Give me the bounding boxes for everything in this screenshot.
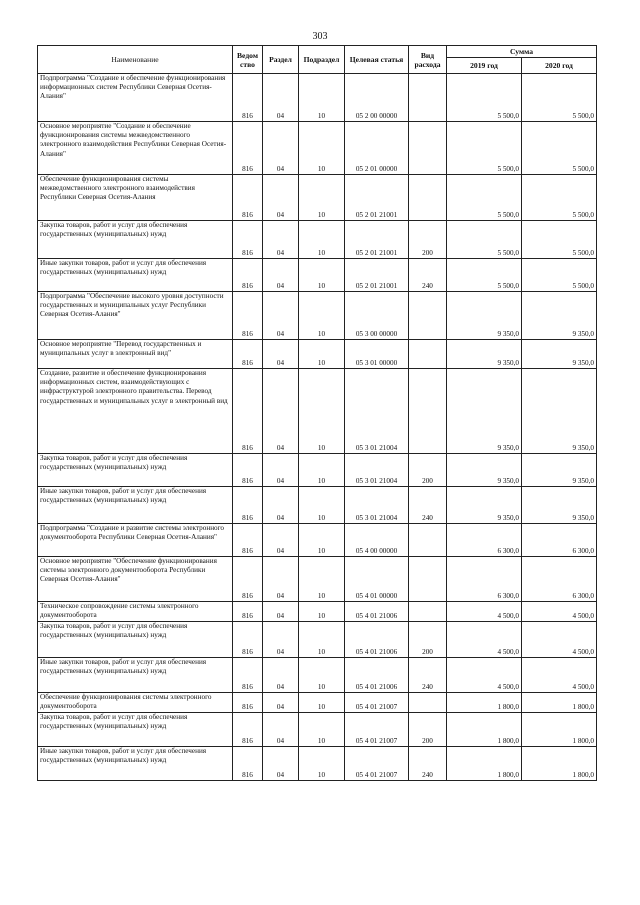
row-target: 05 4 01 21006 [345,622,409,658]
row-expense-type [409,602,447,622]
row-name: Закупка товаров, работ и услуг для обеспечения государственных (муниципальных) нужд [38,713,233,747]
row-name: Подпрограмма "Создание и развитие системы электронного документооборота Республики Северная Осетия-Алания" [38,524,233,557]
row-expense-type: 240 [409,259,447,292]
row-sum-2020: 9 350,0 [522,487,597,524]
table-row [38,340,597,369]
header-subsection: Подраздел [299,46,345,74]
row-expense-type: 240 [409,747,447,781]
table-row [38,693,597,713]
budget-table [37,45,597,781]
row-expense-type [409,122,447,175]
row-section: 04 [263,259,299,292]
row-dept: 816 [233,122,263,175]
row-subsection: 10 [299,557,345,602]
row-sum-2020: 5 500,0 [522,122,597,175]
row-dept: 816 [233,602,263,622]
row-expense-type: 240 [409,487,447,524]
row-sum-2020: 9 350,0 [522,454,597,487]
row-target: 05 4 01 21007 [345,693,409,713]
header-sum: Сумма [447,46,597,58]
row-dept: 816 [233,557,263,602]
row-sum-2019: 9 350,0 [447,292,522,340]
row-dept: 816 [233,487,263,524]
row-sum-2020: 5 500,0 [522,175,597,221]
row-sum-2019: 9 350,0 [447,454,522,487]
row-target: 05 4 01 21007 [345,713,409,747]
table-row [38,259,597,292]
row-subsection: 10 [299,693,345,713]
table-row [38,454,597,487]
row-sum-2019: 6 300,0 [447,524,522,557]
row-expense-type [409,74,447,122]
row-dept: 816 [233,693,263,713]
table-row [38,487,597,524]
table-row [38,221,597,259]
row-sum-2020: 1 800,0 [522,713,597,747]
table-row [38,74,597,122]
row-dept: 816 [233,454,263,487]
row-section: 04 [263,175,299,221]
row-section: 04 [263,524,299,557]
row-section: 04 [263,557,299,602]
row-expense-type [409,524,447,557]
row-expense-type: 240 [409,658,447,693]
row-subsection: 10 [299,524,345,557]
table-row [38,524,597,557]
table-row [38,557,597,602]
row-sum-2020: 6 300,0 [522,524,597,557]
row-sum-2019: 1 800,0 [447,747,522,781]
row-section: 04 [263,693,299,713]
row-sum-2019: 9 350,0 [447,487,522,524]
row-sum-2020: 4 500,0 [522,602,597,622]
row-name: Обеспечение функционирования системы межведомственного электронного взаимодействия Республики Северная Осетия-Алания [38,175,233,221]
row-target: 05 4 01 21006 [345,602,409,622]
row-subsection: 10 [299,340,345,369]
row-section: 04 [263,221,299,259]
row-expense-type [409,340,447,369]
row-subsection: 10 [299,602,345,622]
row-section: 04 [263,454,299,487]
row-dept: 816 [233,259,263,292]
row-expense-type [409,693,447,713]
row-sum-2020: 4 500,0 [522,658,597,693]
row-target: 05 3 01 21004 [345,454,409,487]
header-expense-type: Вид расхода [409,46,447,74]
row-subsection: 10 [299,713,345,747]
row-name: Создание, развитие и обеспечение функционирования информационных систем, взаимодействующих с инфраструктурой электронного правительства. Перевод государственных и муниципальных услуг в электронный вид [38,369,233,454]
row-sum-2019: 5 500,0 [447,259,522,292]
table-row [38,292,597,340]
row-dept: 816 [233,713,263,747]
row-name: Техническое сопровождение системы электронного документооборота [38,602,233,622]
row-sum-2019: 5 500,0 [447,74,522,122]
row-subsection: 10 [299,74,345,122]
row-sum-2020: 5 500,0 [522,74,597,122]
row-expense-type [409,557,447,602]
row-section: 04 [263,292,299,340]
row-expense-type [409,292,447,340]
row-sum-2020: 9 350,0 [522,292,597,340]
row-expense-type: 200 [409,622,447,658]
row-sum-2020: 9 350,0 [522,340,597,369]
row-name: Основное мероприятие "Перевод государственных и муниципальных услуг в электронный вид" [38,340,233,369]
page-number: 303 [312,31,328,42]
row-target: 05 4 00 00000 [345,524,409,557]
row-name: Основное мероприятие "Обеспечение функционирования системы электронного документооборота Республики Северная Осетия-Алания" [38,557,233,602]
row-name: Иные закупки товаров, работ и услуг для обеспечения государственных (муниципальных) нужд [38,747,233,781]
row-subsection: 10 [299,658,345,693]
header-target: Целевая статья [345,46,409,74]
row-name: Иные закупки товаров, работ и услуг для обеспечения государственных (муниципальных) нужд [38,487,233,524]
row-subsection: 10 [299,622,345,658]
row-target: 05 2 01 21001 [345,259,409,292]
row-section: 04 [263,622,299,658]
table-row [38,713,597,747]
row-sum-2019: 1 800,0 [447,713,522,747]
row-subsection: 10 [299,369,345,454]
row-sum-2019: 4 500,0 [447,658,522,693]
row-name: Закупка товаров, работ и услуг для обеспечения государственных (муниципальных) нужд [38,454,233,487]
row-subsection: 10 [299,175,345,221]
row-sum-2019: 5 500,0 [447,122,522,175]
row-section: 04 [263,602,299,622]
table-row [38,622,597,658]
row-name: Подпрограмма "Обеспечение высокого уровня доступности государственных и муниципальных услуг Республики Северная Осетия-Алания" [38,292,233,340]
row-name: Иные закупки товаров, работ и услуг для обеспечения государственных (муниципальных) нужд [38,658,233,693]
row-dept: 816 [233,622,263,658]
row-sum-2020: 5 500,0 [522,259,597,292]
row-sum-2020: 9 350,0 [522,369,597,454]
row-target: 05 2 01 00000 [345,122,409,175]
row-subsection: 10 [299,747,345,781]
row-target: 05 3 01 21004 [345,369,409,454]
row-sum-2020: 4 500,0 [522,622,597,658]
row-dept: 816 [233,221,263,259]
row-name: Основное мероприятие "Создание и обеспечение функционирования системы межведомственного электронного взаимодействия Республики Северная Осетия-Алания" [38,122,233,175]
row-subsection: 10 [299,487,345,524]
row-sum-2020: 6 300,0 [522,557,597,602]
row-expense-type: 200 [409,221,447,259]
row-sum-2019: 6 300,0 [447,557,522,602]
row-subsection: 10 [299,221,345,259]
row-subsection: 10 [299,454,345,487]
row-section: 04 [263,658,299,693]
row-sum-2019: 9 350,0 [447,340,522,369]
row-expense-type [409,175,447,221]
row-section: 04 [263,340,299,369]
row-sum-2019: 9 350,0 [447,369,522,454]
row-target: 05 4 01 00000 [345,557,409,602]
row-sum-2020: 5 500,0 [522,221,597,259]
row-sum-2020: 1 800,0 [522,747,597,781]
row-section: 04 [263,122,299,175]
row-name: Обеспечение функционирования системы электронного документооборота [38,693,233,713]
row-target: 05 2 01 21001 [345,221,409,259]
row-dept: 816 [233,369,263,454]
header-year-2019: 2019 год [447,58,522,74]
row-target: 05 2 01 21001 [345,175,409,221]
table-row [38,602,597,622]
table-row [38,369,597,454]
header-section: Раздел [263,46,299,74]
row-name: Иные закупки товаров, работ и услуг для обеспечения государственных (муниципальных) нужд [38,259,233,292]
row-dept: 816 [233,747,263,781]
table-body [38,74,597,781]
table-row [38,658,597,693]
row-expense-type: 200 [409,454,447,487]
row-subsection: 10 [299,259,345,292]
row-dept: 816 [233,340,263,369]
row-name: Закупка товаров, работ и услуг для обеспечения государственных (муниципальных) нужд [38,221,233,259]
row-sum-2020: 1 800,0 [522,693,597,713]
row-sum-2019: 4 500,0 [447,622,522,658]
row-expense-type: 200 [409,713,447,747]
row-name: Закупка товаров, работ и услуг для обеспечения государственных (муниципальных) нужд [38,622,233,658]
row-sum-2019: 5 500,0 [447,175,522,221]
row-target: 05 3 00 00000 [345,292,409,340]
header-year-2020: 2020 год [522,58,597,74]
row-name: Подпрограмма "Создание и обеспечение функционирования информационных систем Республики Северная Осетия-Алания" [38,74,233,122]
header-name: Наименование [38,46,233,74]
row-target: 05 4 01 21007 [345,747,409,781]
row-dept: 816 [233,292,263,340]
row-dept: 816 [233,524,263,557]
row-section: 04 [263,487,299,524]
row-sum-2019: 1 800,0 [447,693,522,713]
row-subsection: 10 [299,122,345,175]
row-target: 05 2 00 00000 [345,74,409,122]
row-section: 04 [263,747,299,781]
row-sum-2019: 4 500,0 [447,602,522,622]
row-dept: 816 [233,175,263,221]
row-dept: 816 [233,74,263,122]
row-section: 04 [263,713,299,747]
table-row [38,122,597,175]
table-row [38,747,597,781]
row-sum-2019: 5 500,0 [447,221,522,259]
row-target: 05 3 01 00000 [345,340,409,369]
row-section: 04 [263,369,299,454]
row-subsection: 10 [299,292,345,340]
header-dept: Ведом ство [233,46,263,74]
row-target: 05 3 01 21004 [345,487,409,524]
row-dept: 816 [233,658,263,693]
table-row [38,175,597,221]
row-target: 05 4 01 21006 [345,658,409,693]
row-section: 04 [263,74,299,122]
row-expense-type [409,369,447,454]
